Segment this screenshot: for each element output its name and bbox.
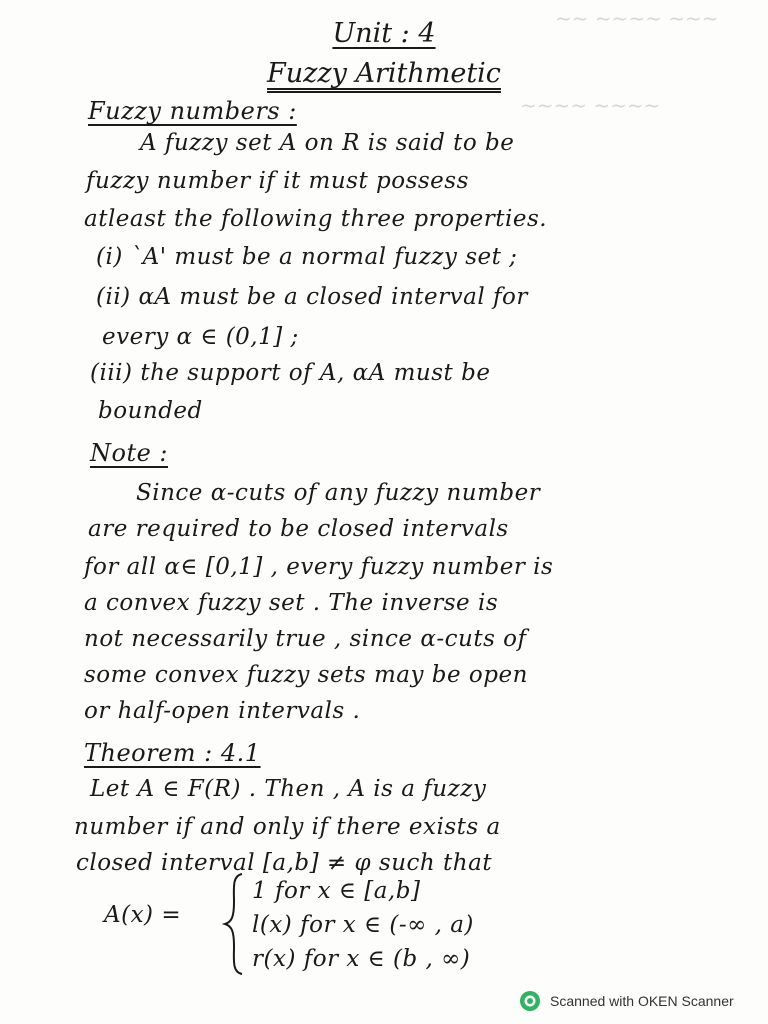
paragraph-line: A fuzzy set A on R is said to be <box>140 130 515 156</box>
formula-case: 1 for x ∈ [a,b] <box>252 878 421 904</box>
paragraph-line: fuzzy number if it must possess <box>86 168 469 194</box>
section-heading-note: Note : <box>90 439 169 467</box>
property-line: (i) `A' must be a normal fuzzy set ; <box>96 244 518 270</box>
property-line: every α ∈ (0,1] ; <box>102 324 299 350</box>
formula-case: l(x) for x ∈ (-∞ , a) <box>252 912 474 938</box>
paragraph-line: some convex fuzzy sets may be open <box>84 662 528 688</box>
paragraph-line: not necessarily true , since α-cuts of <box>84 626 527 652</box>
paragraph-line: closed interval [a,b] ≠ φ such that <box>76 850 493 876</box>
formula-case: r(x) for x ∈ (b , ∞) <box>252 946 471 972</box>
bleed-through-text: ~~~~ ~~~~ <box>520 95 661 119</box>
paragraph-line: atleast the following three properties. <box>84 206 548 232</box>
paragraph-line: a convex fuzzy set . The inverse is <box>84 590 499 616</box>
scanner-watermark <box>518 988 734 1014</box>
left-brace-icon <box>222 872 246 976</box>
paragraph-line: number if and only if there exists a <box>74 814 501 840</box>
paragraph-line: or half-open intervals . <box>84 698 361 724</box>
paragraph-line: are required to be closed intervals <box>88 516 509 542</box>
unit-title: Unit : 4 <box>332 18 436 49</box>
paragraph-line: Since α-cuts of any fuzzy number <box>136 480 541 506</box>
property-line: bounded <box>98 398 203 424</box>
section-heading-theorem: Theorem : 4.1 <box>84 739 261 767</box>
oken-scanner-logo-icon <box>518 989 542 1013</box>
property-line: (ii) αA must be a closed interval for <box>96 284 528 310</box>
bleed-through-text: ~~~ ~~~~ ~~ <box>555 8 719 32</box>
scanner-label: Scanned with OKEN Scanner <box>550 993 734 1009</box>
section-heading-fuzzy-numbers: Fuzzy numbers : <box>88 97 297 125</box>
chapter-title: Fuzzy Arithmetic <box>267 58 501 89</box>
formula-lhs: A(x) = <box>104 902 182 928</box>
paragraph-line: for all α∈ [0,1] , every fuzzy number is <box>84 554 554 580</box>
property-line: (iii) the support of A, αA must be <box>90 360 491 386</box>
paragraph-line: Let A ∈ F(R) . Then , A is a fuzzy <box>90 776 487 802</box>
